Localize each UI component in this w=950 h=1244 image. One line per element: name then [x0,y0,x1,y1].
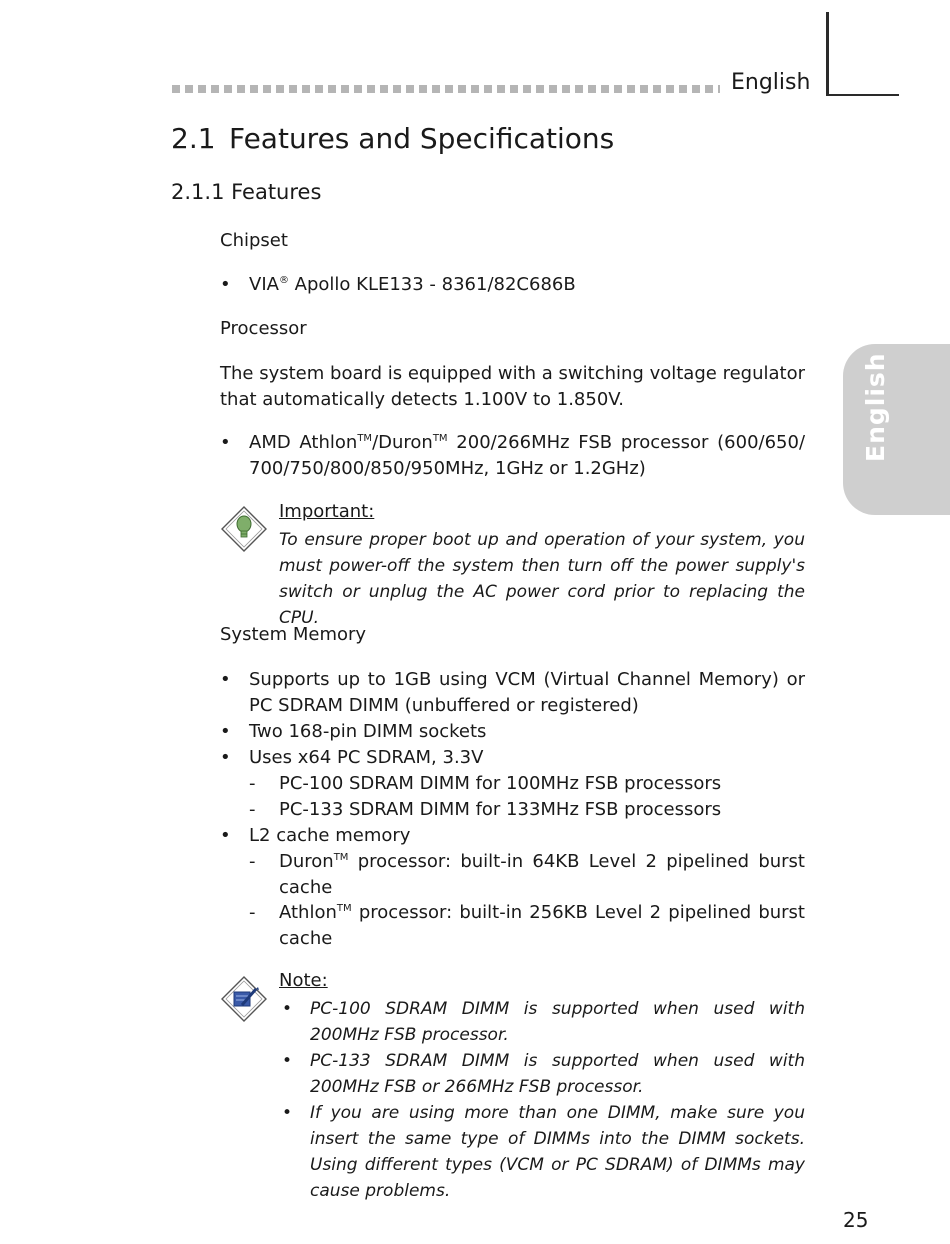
list-item: • Supports up to 1GB using VCM (Virtual Channel Memory) or PC SDRAM DIMM (unbuffered or registered) [220,669,805,716]
processor-item: • AMD Athlon™/Duron™ 200/266MHz FSB processor (600/650/ 700/750/800/850/950MHz, 1GHz or 1.2GHz) [220,432,806,479]
note-title: Note: [279,970,328,991]
chipset-heading: Chipset [220,230,288,251]
note-pencil-icon [220,975,268,1023]
section-number: 2.1 [171,122,216,155]
corner-mark-horizontal [829,94,899,96]
processor-description: The system board is equipped with a switching voltage regulator that automatically detects 1.100V to 1.850V. [220,363,805,410]
list-sub-item: - PC-100 SDRAM DIMM for 100MHz FSB processors [249,773,722,794]
list-sub-item: - Duron™ processor: built-in 64KB Level 2 pipelined burst cache [249,851,805,898]
bullet: • [220,274,231,295]
note-item: • If you are using more than one DIMM, make sure you insert the same type of DIMMs into the DIMM sockets. Using different types (VCM or PC SDRAM) of DIMMs may cause problems. [282,1103,805,1201]
note-item: • PC-133 SDRAM DIMM is supported when used with 200MHz FSB or 266MHz FSB processor. [282,1051,805,1097]
chipset-item: • VIA® Apollo KLE133 - 8361/82C686B [220,272,805,298]
list-sub-item: - Athlon™ processor: built-in 256KB Level 2 pipelined burst cache [249,902,805,949]
header-dotted-rule [172,85,720,93]
side-tab-label: English [861,352,890,462]
processor-heading: Processor [220,318,307,339]
important-title: Important: [279,501,375,522]
important-text: To ensure proper boot up and operation of your system, you must power-off the system then turn off the power supply's switch or unplug the AC power cord prior to replacing the CPU. [279,530,805,628]
section-title [171,122,614,155]
bullet: • [220,432,231,453]
page-number: 25 [843,1208,869,1232]
list-item: • Uses x64 PC SDRAM, 3.3V [220,747,484,768]
memory-heading: System Memory [220,624,367,645]
list-sub-item: - PC-133 SDRAM DIMM for 133MHz FSB processors [249,799,722,820]
list-item: • Two 168-pin DIMM sockets [220,721,487,742]
language-side-tab [843,344,950,515]
corner-mark-vertical [826,12,829,96]
header-language: English [731,70,811,95]
list-item: • L2 cache memory [220,825,411,846]
subsection-title: 2.1.1 Features [171,180,322,204]
lightbulb-icon [220,505,268,553]
section-title-text: Features and Specifications [229,122,615,155]
note-item: • PC-100 SDRAM DIMM is supported when used with 200MHz FSB processor. [282,999,805,1045]
